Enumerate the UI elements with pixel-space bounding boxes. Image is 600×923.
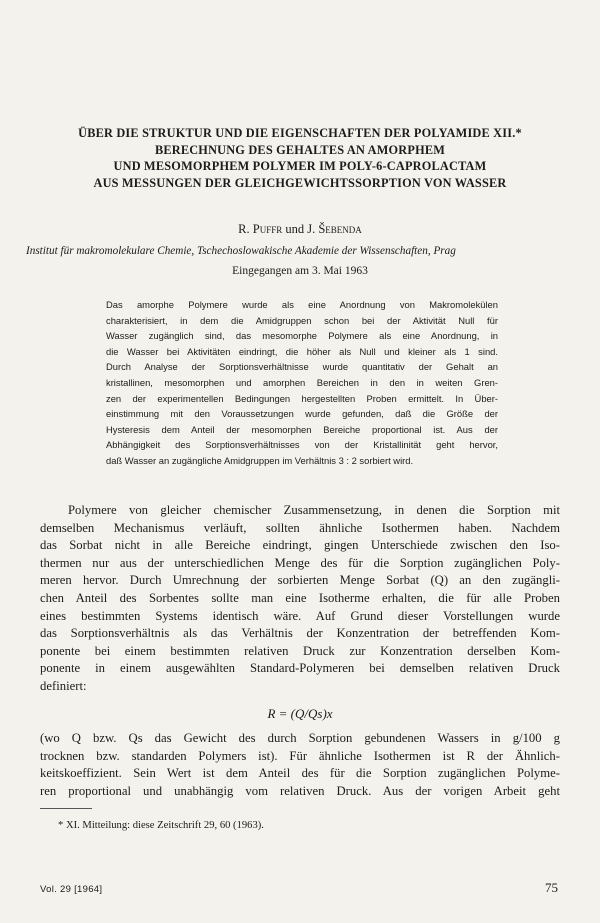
abstract-line: Durch Analyse der Sorptionsverhältnisse wurde quantitativ der Gehalt an <box>106 361 498 373</box>
title-line-2: BERECHNUNG DES GEHALTES AN AMORPHEM <box>154 142 446 157</box>
abstract-line: zen der experimentellen Bedingungen hergestellten Proben ermittelt. In Über- <box>106 392 498 404</box>
body-line: thermen nur aus der unterschiedlichen Menge des für die Sorption zugänglichen Poly- <box>40 555 560 570</box>
body-line: (wo Q bzw. Qs das Gewicht des durch Sorption gebundenen Wassers in g/100 g <box>40 731 560 745</box>
author-2-name: Šebenda <box>318 222 362 236</box>
abstract-line: Abhängigkeit des Sorptionsverhältnisses von der Kristallinität geht hervor, <box>106 439 498 451</box>
abstract-line: einstimmung mit den Voraussetzungen wurde gefunden, daß die Größe der <box>106 408 498 420</box>
institute-affiliation: Institut für makromolekulare Chemie, Tschechoslowakische Akademie der Wissenschaften, Prag <box>26 245 456 257</box>
abstract-line: Wasser zugänglich sind, das mesomorphe Polymere als eine Anordnung, in <box>106 330 498 342</box>
page-number: 75 <box>545 880 558 895</box>
abstract-line: charakterisiert, in dem die Amidgruppen schon bei der Aktivität Null für <box>106 314 498 326</box>
body-line: ren proportional und unabhängig vom relativen Druck. Aus der vorigen Arbeit geht <box>40 783 560 798</box>
author-1-name: Puffr <box>252 222 283 236</box>
author-1-initial: R. <box>238 222 253 236</box>
author-conjunction: und <box>282 222 308 236</box>
abstract <box>106 297 498 469</box>
title-line-3: UND MESOMORPHEM POLYMER IM POLY-6-CAPROLACTAM <box>113 159 487 173</box>
body-line: definiert: <box>40 678 87 693</box>
body-line: chen Anteil des Sorbentes sollte man eine Isotherme erhalten, die für alle Proben <box>40 590 560 605</box>
abstract-line: die Wasser bei Aktivitäten eindringt, die höher als Null und kleiner als 1 sind. <box>106 345 498 357</box>
abstract-line: daß Wasser an zugängliche Amidgruppen im Verhältnis 3 : 2 sorbiert wird. <box>106 454 414 466</box>
article-title <box>30 125 570 191</box>
equation: R = (Q/Qs)x <box>267 706 333 721</box>
footnote-divider <box>40 808 92 809</box>
body-line: ponente bei einem bestimmten relativen Druck zur Konzentration derselben Kom- <box>40 643 560 658</box>
abstract-line: Hysteresis dem Anteil der mesomorphen Bereiche proportional ist. Aus der <box>106 423 498 435</box>
body-line: demselben Mechanismus verläuft, sollten ähnliche Isothermen haben. Nachdem <box>40 520 560 535</box>
footnote: * XI. Mitteilung: diese Zeitschrift 29, 60 (1963). <box>58 820 264 831</box>
title-line-1: ÜBER DIE STRUKTUR UND DIE EIGENSCHAFTEN DER POLYAMIDE XII.* <box>78 126 522 140</box>
body-line: Polymere von gleicher chemischer Zusammensetzung, in denen die Sorption mit <box>68 503 560 517</box>
body-line: das Sorptionsverhältnis als das Verhältnis der Konzentration der betreffenden Kom- <box>40 626 560 641</box>
body-line: keitskoeffizient. Sein Wert ist dem Anteil des für die Sorption zugänglichen Polyme- <box>40 766 560 781</box>
abstract-line: kristallinen, mesomorphen und amorphen Bereichen in den in weiten Gren- <box>106 376 498 388</box>
body-text <box>40 502 560 696</box>
body-line: eines bestimmten Systems identisch wäre. Auf Grund dieser Vorstellungen wurde <box>40 608 560 623</box>
body-line: das Sorbat nicht in alle Bereiche eindringt, gingen Unterschiede zwischen den Iso- <box>40 538 560 553</box>
received-date: Eingegangen am 3. Mai 1963 <box>232 265 368 277</box>
abstract-line: Das amorphe Polymere wurde als eine Anordnung von Makromolekülen <box>106 299 498 310</box>
body-line: meren hervor. Durch Umrechnung der sorbierten Menge Sorbat (Q) an den zugängli- <box>40 573 560 588</box>
authors <box>0 222 600 237</box>
author-2-initial: J. <box>307 222 319 236</box>
body-text-continued <box>40 730 560 800</box>
volume-info: Vol. 29 [1964] <box>40 884 103 895</box>
body-line: ponente in einem ausgewählten Standard-Polymeren bei demselben relativen Druck <box>40 661 560 676</box>
body-line: trocknen bzw. standarden Polymers ist). Für ähnliche Isothermen ist R der Ähnlich- <box>40 748 560 763</box>
title-line-4: AUS MESSUNGEN DER GLEICHGEWICHTSSORPTION VON WASSER <box>93 175 507 190</box>
